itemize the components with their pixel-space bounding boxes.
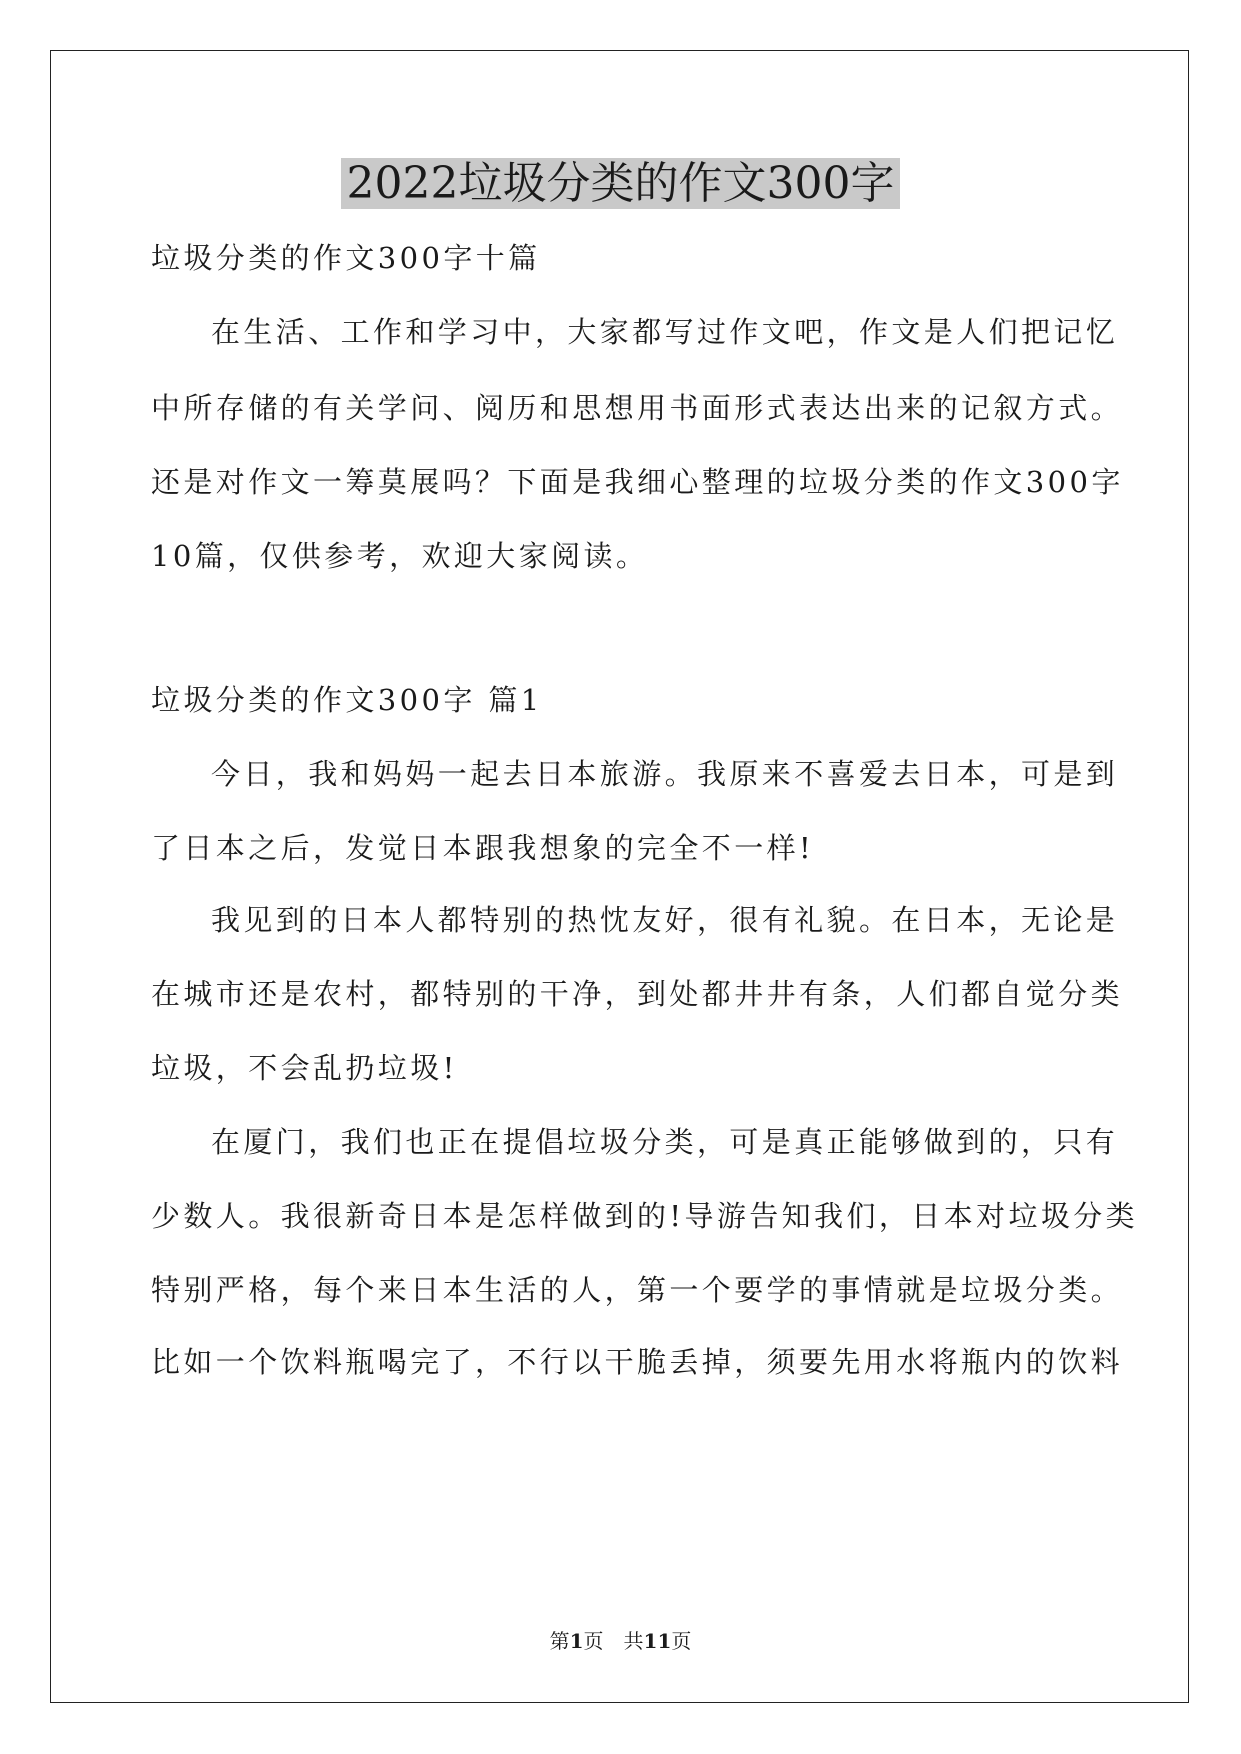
subtitle: 垃圾分类的作文300字十篇 (151, 241, 541, 275)
page-border (50, 50, 1189, 1703)
paragraph-line: 特别严格，每个来日本生活的人，第一个要学的事情就是垃圾分类。 (151, 1273, 1124, 1307)
page-footer (0, 1628, 1241, 1654)
paragraph-line: 了日本之后，发觉日本跟我想象的完全不一样! (151, 831, 815, 865)
page-prefix: 第 (549, 1629, 570, 1653)
page-suffix: 页 (583, 1629, 604, 1653)
paragraph-line: 少数人。我很新奇日本是怎样做到的!导游告知我们，日本对垃圾分类 (151, 1199, 1139, 1233)
paragraph-line: 今日，我和妈妈一起去日本旅游。我原来不喜爱去日本，可是到 (211, 757, 1119, 791)
total-prefix: 共 (623, 1629, 644, 1653)
section-heading: 垃圾分类的作文300字 篇1 (151, 683, 543, 717)
intro-line: 中所存储的有关学问、阅历和思想用书面形式表达出来的记叙方式。 (151, 391, 1124, 425)
paragraph-line: 我见到的日本人都特别的热忱友好，很有礼貌。在日本，无论是 (211, 903, 1119, 937)
intro-line: 在生活、工作和学习中，大家都写过作文吧，作文是人们把记忆 (211, 315, 1119, 349)
paragraph-line: 在厦门，我们也正在提倡垃圾分类，可是真正能够做到的，只有 (211, 1125, 1119, 1159)
current-page-number: 1 (569, 1629, 584, 1653)
document-title-text: 2022垃圾分类的作文300字 (341, 158, 901, 209)
document-title (0, 156, 1241, 212)
paragraph-line: 垃圾，不会乱扔垃圾! (151, 1051, 458, 1085)
total-page-number: 11 (643, 1629, 672, 1653)
intro-line: 还是对作文一筹莫展吗？下面是我细心整理的垃圾分类的作文300字 (151, 465, 1124, 499)
paragraph-line: 比如一个饮料瓶喝完了，不行以干脆丢掉，须要先用水将瓶内的饮料 (151, 1345, 1124, 1379)
paragraph-line: 在城市还是农村，都特别的干净，到处都井井有条，人们都自觉分类 (151, 977, 1124, 1011)
intro-line: 10篇，仅供参考，欢迎大家阅读。 (151, 539, 649, 573)
total-suffix: 页 (671, 1629, 692, 1653)
